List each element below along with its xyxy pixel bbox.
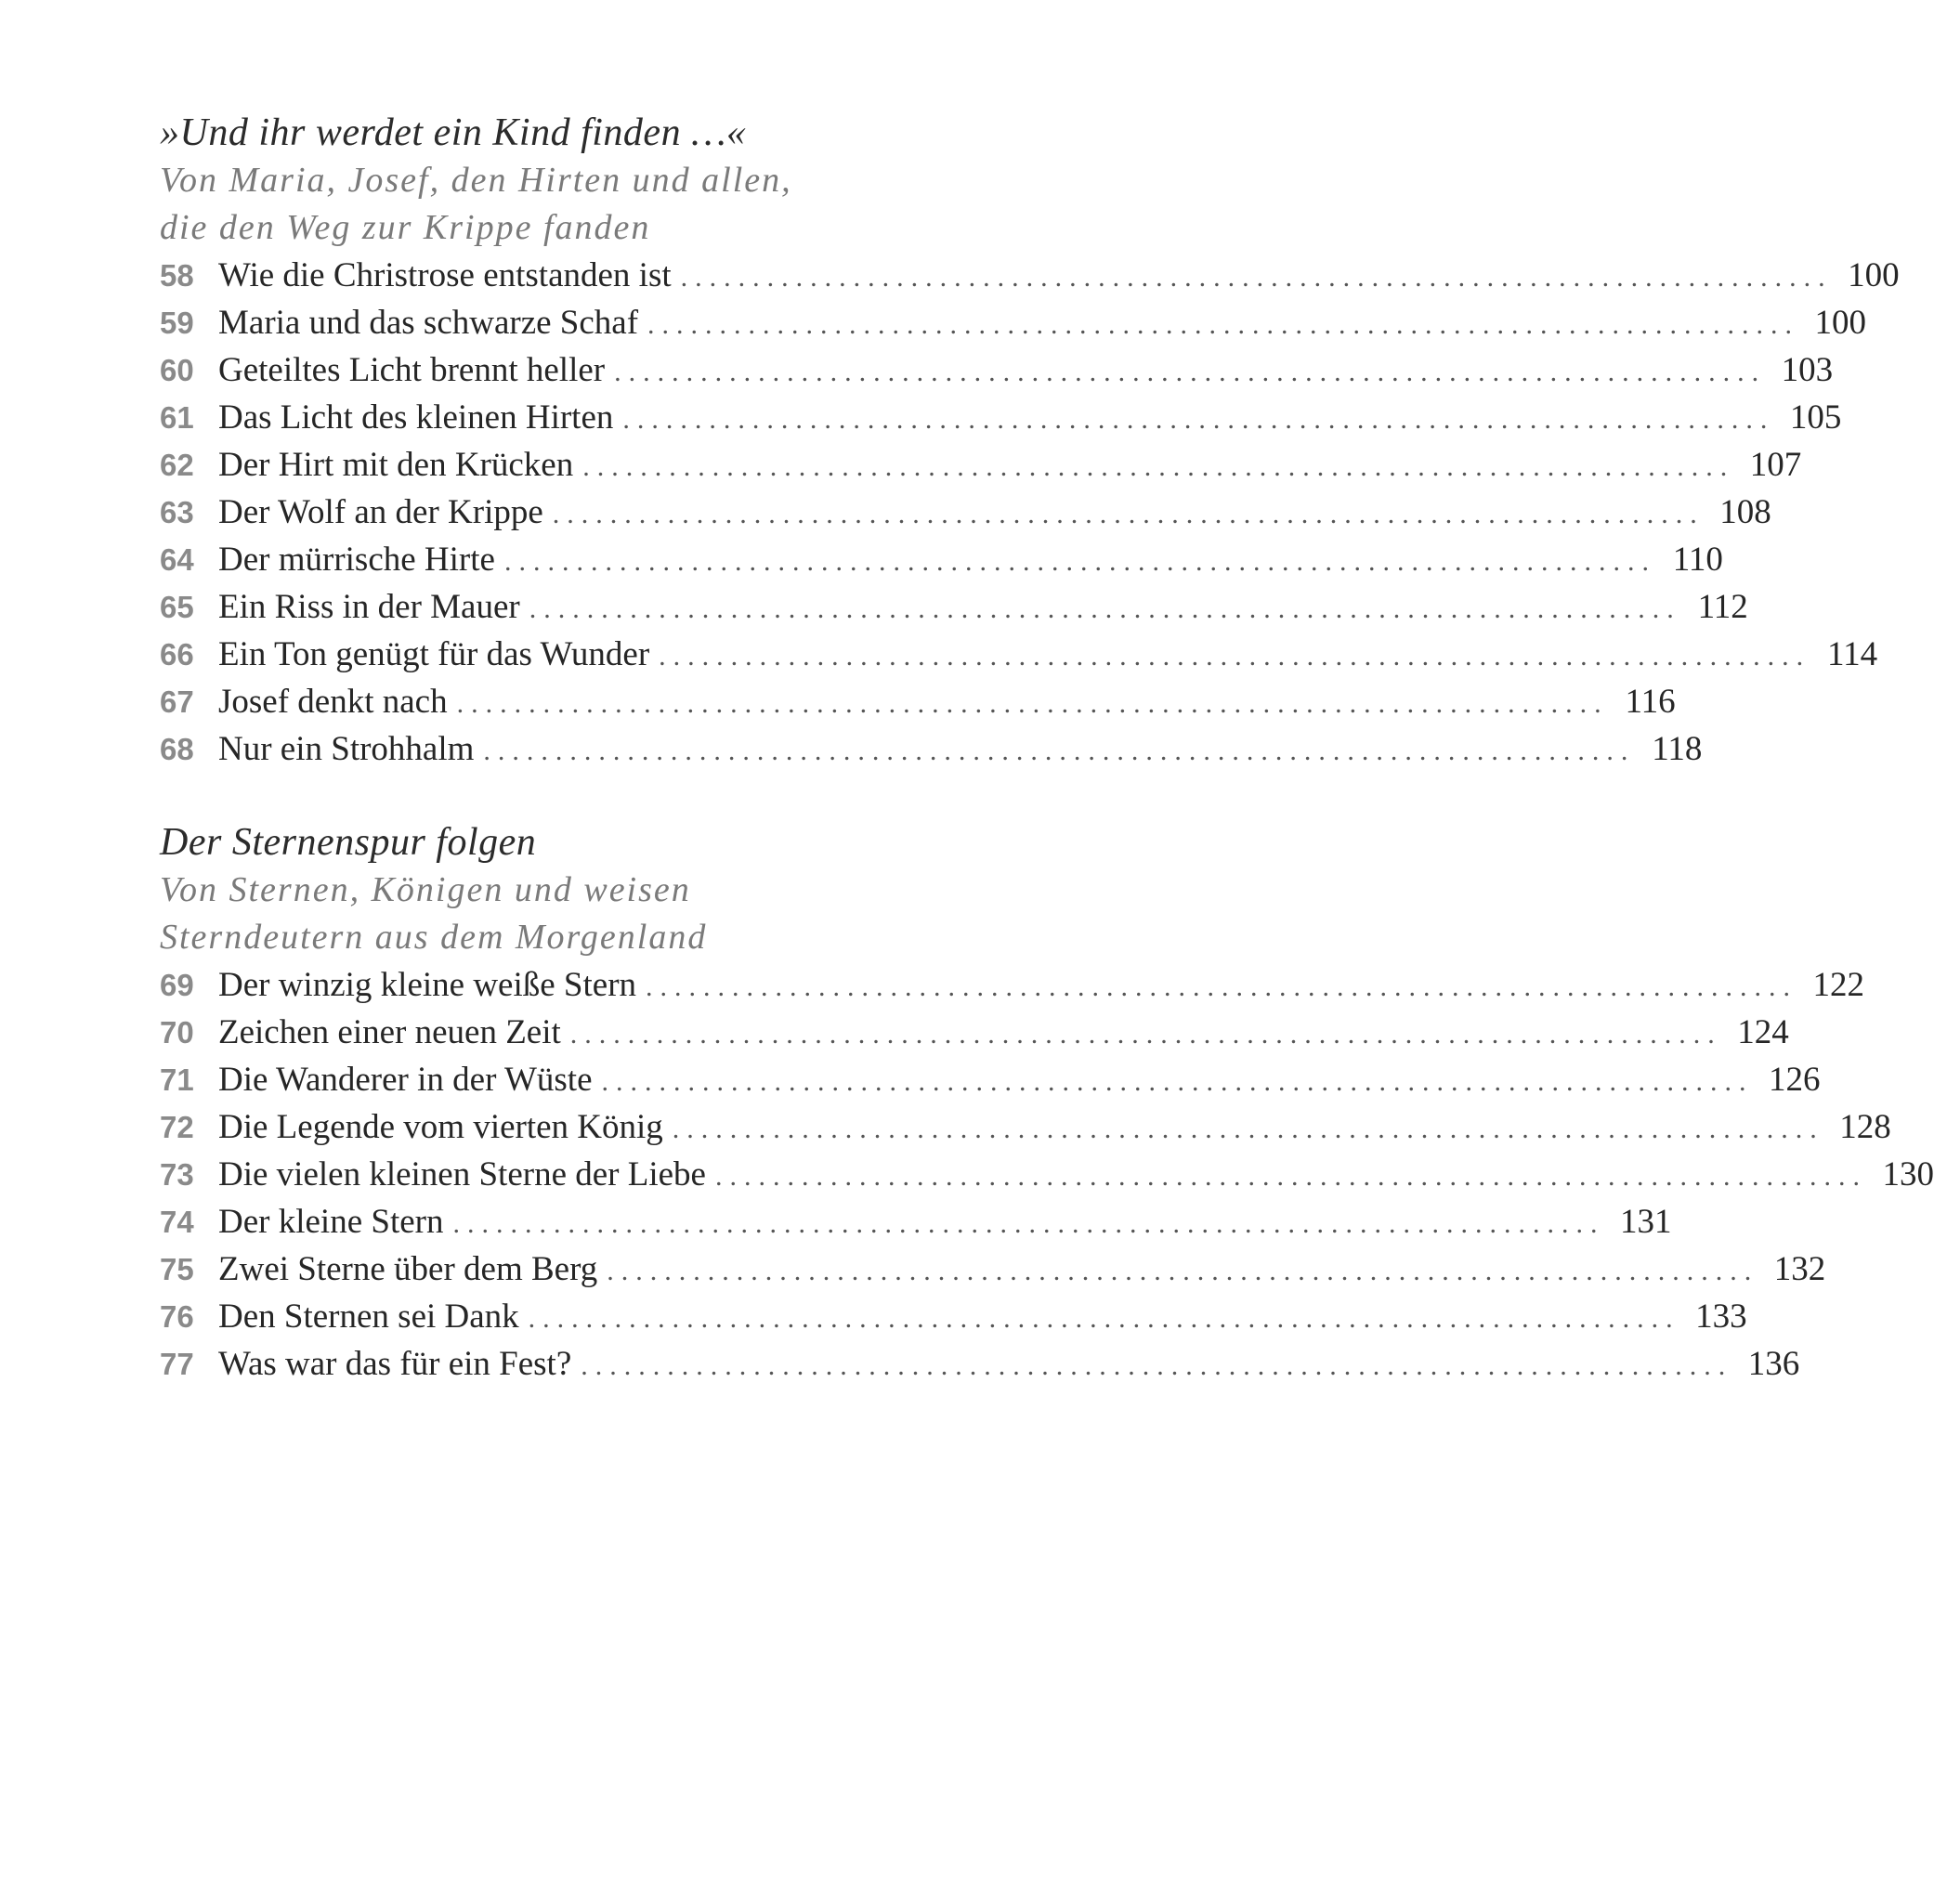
- entry-title: Die Legende vom vierten König: [218, 1108, 663, 1146]
- entry-page: 107: [1749, 446, 1802, 484]
- toc-entry[interactable]: [160, 252, 1900, 299]
- entry-page: 124: [1737, 1013, 1789, 1051]
- entry-title: Zeichen einer neuen Zeit: [218, 1013, 561, 1051]
- table-of-contents: [160, 110, 1934, 1388]
- dot-leader: ................................................................................: [581, 1350, 1733, 1381]
- toc-section-1: [160, 110, 1900, 773]
- toc-list: [160, 252, 1900, 773]
- toc-entry[interactable]: [160, 1340, 1800, 1388]
- entry-title: Maria und das schwarze Schaf: [218, 304, 639, 342]
- toc-entry[interactable]: [160, 346, 1834, 394]
- entry-title: Der Wolf an der Krippe: [218, 493, 543, 531]
- toc-entry[interactable]: [160, 1151, 1934, 1198]
- entry-number: 75: [160, 1252, 194, 1286]
- section-subtitle-line: Von Sternen, Königen und weisen: [160, 870, 691, 909]
- dot-leader: ................................................................................: [607, 1256, 1759, 1286]
- entry-title: Der winzig kleine weiße Stern: [218, 966, 637, 1004]
- entry-number: 67: [160, 685, 194, 719]
- entry-title: Wie die Christrose entstanden ist: [218, 256, 672, 294]
- toc-entry[interactable]: [160, 1245, 1826, 1293]
- entry-number: 62: [160, 448, 194, 482]
- entry-page: 103: [1781, 351, 1834, 389]
- toc-entry[interactable]: [160, 1009, 1789, 1056]
- entry-page: 136: [1747, 1345, 1800, 1383]
- entry-page: 128: [1839, 1108, 1891, 1146]
- entry-page: 133: [1695, 1298, 1747, 1336]
- entry-number: 63: [160, 495, 194, 529]
- section-title: »Und ihr werdet ein Kind finden …«: [160, 111, 747, 154]
- toc-entry[interactable]: [160, 631, 1878, 678]
- section-subtitle-line: Von Maria, Josef, den Hirten und allen,: [160, 161, 792, 200]
- dot-leader: ................................................................................: [529, 593, 1681, 624]
- toc-entry[interactable]: [160, 961, 1865, 1009]
- toc-entry[interactable]: [160, 441, 1802, 489]
- entry-page: 126: [1769, 1061, 1821, 1099]
- toc-entry[interactable]: [160, 1198, 1672, 1245]
- toc-entry[interactable]: [160, 678, 1676, 725]
- entry-number: 68: [160, 732, 194, 766]
- entry-number: 76: [160, 1299, 194, 1334]
- entry-title: Die Wanderer in der Wüste: [218, 1061, 593, 1099]
- dot-leader: ................................................................................: [680, 262, 1833, 293]
- dot-leader: ................................................................................: [622, 404, 1775, 435]
- entry-title: Was war das für ein Fest?: [218, 1345, 572, 1383]
- toc-entry[interactable]: [160, 394, 1842, 441]
- entry-page: 112: [1697, 588, 1748, 626]
- dot-leader: ................................................................................: [483, 736, 1636, 766]
- entry-number: 74: [160, 1205, 194, 1239]
- dot-leader: ................................................................................: [582, 451, 1735, 482]
- toc-entry[interactable]: [160, 1293, 1747, 1340]
- entry-number: 58: [160, 258, 194, 293]
- entry-title: Zwei Sterne über dem Berg: [218, 1250, 598, 1288]
- entry-number: 59: [160, 306, 194, 340]
- dot-leader: ................................................................................: [672, 1114, 1824, 1144]
- entry-page: 100: [1814, 304, 1867, 342]
- entry-page: 132: [1773, 1250, 1826, 1288]
- entry-page: 122: [1812, 966, 1865, 1004]
- entry-page: 131: [1619, 1203, 1672, 1241]
- toc-entry[interactable]: [160, 1103, 1891, 1151]
- entry-page: 130: [1882, 1155, 1934, 1193]
- entry-title: Nur ein Strohhalm: [218, 730, 475, 768]
- toc-entry[interactable]: [160, 1056, 1821, 1103]
- dot-leader: ................................................................................: [552, 499, 1705, 529]
- dot-leader: ................................................................................: [452, 1208, 1605, 1239]
- section-subtitle-line: Sterndeutern aus dem Morgenland: [160, 918, 708, 957]
- entry-page: 105: [1789, 398, 1842, 437]
- entry-title: Der mürrische Hirte: [218, 541, 495, 579]
- dot-leader: ................................................................................: [503, 546, 1656, 577]
- entry-number: 77: [160, 1347, 194, 1381]
- toc-section-2: [160, 819, 1934, 1388]
- dot-leader: ................................................................................: [646, 972, 1798, 1002]
- dot-leader: ................................................................................: [647, 309, 1800, 340]
- section-subtitle-line: die den Weg zur Krippe fanden: [160, 208, 651, 247]
- toc-entry[interactable]: [160, 536, 1723, 583]
- entry-title: Das Licht des kleinen Hirten: [218, 398, 614, 437]
- toc-entry[interactable]: [160, 583, 1748, 631]
- dot-leader: ................................................................................: [614, 357, 1767, 387]
- entry-title: Geteiltes Licht brennt heller: [218, 351, 606, 389]
- entry-number: 69: [160, 968, 194, 1002]
- entry-title: Den Sternen sei Dank: [218, 1298, 519, 1336]
- entry-page: 108: [1719, 493, 1771, 531]
- entry-title: Ein Riss in der Mauer: [218, 588, 520, 626]
- toc-entry[interactable]: [160, 299, 1867, 346]
- dot-leader: ................................................................................: [601, 1066, 1754, 1097]
- entry-number: 72: [160, 1110, 194, 1144]
- entry-number: 71: [160, 1063, 194, 1097]
- entry-number: 70: [160, 1015, 194, 1050]
- section-title: Der Sternenspur folgen: [160, 821, 537, 864]
- toc-list: [160, 961, 1934, 1388]
- entry-number: 60: [160, 353, 194, 387]
- dot-leader: ................................................................................: [528, 1303, 1680, 1334]
- toc-entry[interactable]: [160, 725, 1703, 773]
- entry-number: 66: [160, 637, 194, 672]
- toc-entry[interactable]: [160, 489, 1771, 536]
- entry-number: 61: [160, 400, 194, 435]
- entry-number: 65: [160, 590, 194, 624]
- dot-leader: ................................................................................: [569, 1019, 1722, 1050]
- entry-page: 100: [1848, 256, 1900, 294]
- entry-page: 110: [1672, 541, 1723, 579]
- dot-leader: ................................................................................: [659, 641, 1811, 672]
- entry-title: Der Hirt mit den Krücken: [218, 446, 574, 484]
- entry-number: 73: [160, 1157, 194, 1192]
- entry-title: Josef denkt nach: [218, 683, 448, 721]
- entry-title: Der kleine Stern: [218, 1203, 444, 1241]
- entry-page: 118: [1652, 730, 1703, 768]
- entry-title: Ein Ton genügt für das Wunder: [218, 635, 650, 673]
- entry-title: Die vielen kleinen Sterne der Liebe: [218, 1155, 706, 1193]
- entry-number: 64: [160, 542, 194, 577]
- entry-page: 116: [1625, 683, 1676, 721]
- dot-leader: ................................................................................: [714, 1161, 1867, 1192]
- dot-leader: ................................................................................: [456, 688, 1609, 719]
- entry-page: 114: [1827, 635, 1878, 673]
